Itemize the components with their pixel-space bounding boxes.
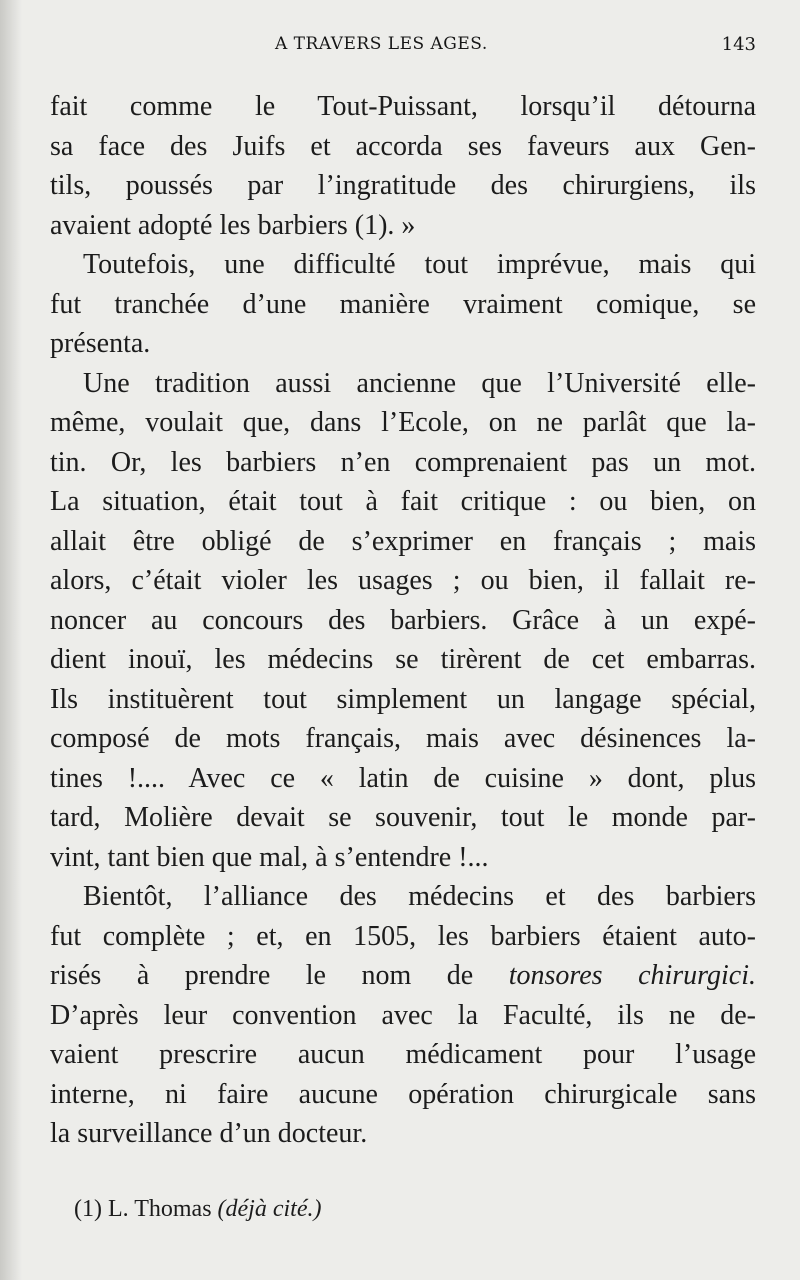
footnote-note: (déjà cité.)	[217, 1196, 322, 1222]
text-line: Bientôt, l’alliance des médecins et des barbiers	[83, 881, 756, 912]
text-line: D’après leur convention avec la Faculté, ils ne de-	[50, 999, 756, 1031]
text-segment: risés à prendre le nom de	[50, 960, 474, 991]
text-line: sa face des Juifs et accorda ses faveurs aux Gen-	[50, 130, 756, 162]
text-line: interne, ni faire aucune opération chirurgicale sans	[50, 1078, 756, 1110]
text-line: tils, poussés par l’ingratitude des chirurgiens, ils	[50, 170, 756, 201]
page-number: 143	[721, 34, 756, 55]
text-line: composé de mots français, mais avec désinences la-	[50, 723, 756, 754]
text-line: tines !.... Avec ce « latin de cuisine » dont, plus	[50, 762, 756, 794]
footnote	[74, 1196, 321, 1223]
text-line: Ils instituèrent tout simplement un langage spécial,	[50, 683, 756, 715]
body-text	[50, 87, 756, 1154]
text-line: même, voulait que, dans l’Ecole, on ne parlât que la-	[50, 407, 756, 438]
page-header	[50, 34, 756, 64]
italic-term: tonsores chirurgici.	[508, 960, 757, 991]
text-line: Toutefois, une difficulté tout imprévue, mais qui	[83, 249, 756, 280]
text-line: vaient prescrire aucun médicament pour l’usage	[50, 1039, 756, 1070]
text-line: noncer au concours des barbiers. Grâce à un expé-	[50, 604, 756, 636]
text-line: fait comme le Tout-Puissant, lorsqu’il détourna	[50, 91, 756, 122]
text-line: Une tradition aussi ancienne que l’Université elle-	[83, 367, 756, 399]
text-line: alors, c’était violer les usages ; ou bien, il fallait re-	[50, 565, 756, 596]
text-line: tin. Or, les barbiers n’en comprenaient pas un mot.	[50, 446, 756, 478]
running-title: A TRAVERS LES AGES.	[275, 34, 488, 54]
page-gutter-shadow	[0, 0, 22, 1280]
footnote-author: L. Thomas	[107, 1196, 212, 1222]
text-line: la surveillance d’un docteur.	[50, 1118, 368, 1149]
text-line: dient inouï, les médecins se tirèrent de cet embarras.	[50, 644, 756, 675]
text-line: fut tranchée d’une manière vraiment comique, se	[50, 288, 756, 320]
text-line: avaient adopté les barbiers (1). »	[50, 209, 416, 241]
text-line: allait être obligé de s’exprimer en français ; mais	[50, 525, 756, 557]
text-line: tard, Molière devait se souvenir, tout le monde par-	[50, 802, 756, 833]
text-line: fut complète ; et, en 1505, les barbiers étaient auto-	[50, 920, 756, 952]
text-line-with-italic	[50, 956, 756, 996]
text-line: La situation, était tout à fait critique : ou bien, on	[50, 486, 756, 517]
text-line: présenta.	[50, 328, 151, 359]
footnote-marker: (1)	[74, 1196, 102, 1222]
text-line: vint, tant bien que mal, à s’entendre !...	[50, 841, 489, 873]
